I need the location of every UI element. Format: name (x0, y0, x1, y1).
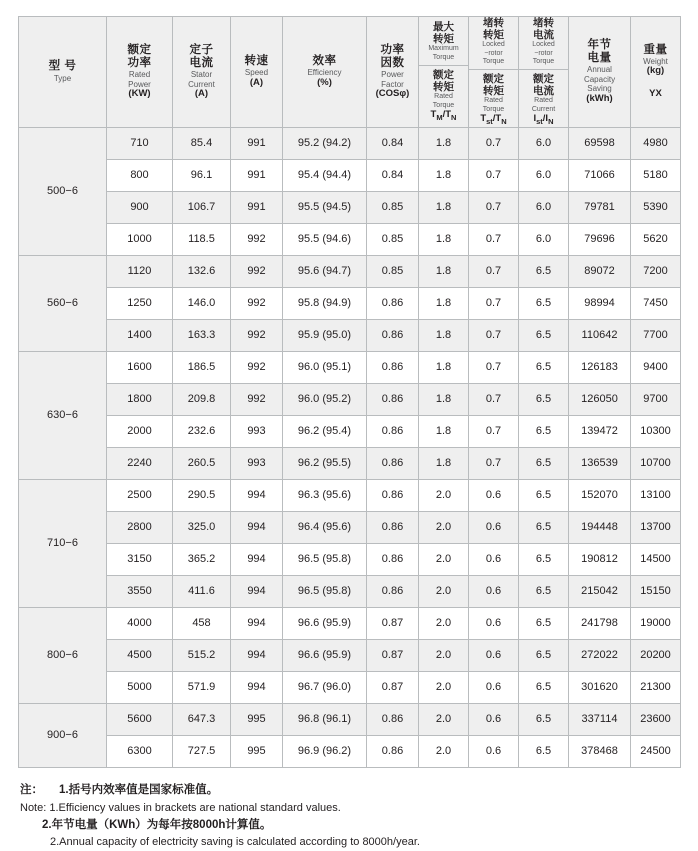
cell-efficiency: 96.5 (95.8) (283, 543, 367, 575)
cell-max-torque-ratio: 2.0 (419, 607, 469, 639)
col-header-power-factor-unit: (COSφ) (375, 88, 410, 100)
col-header-max-torque-bottom: 额定 转矩 Rated Torque $T_M/T_N$ (430, 69, 457, 122)
col-header-annual-saving-unit: (kWh) (586, 93, 613, 104)
cell-stator-current: 186.5 (173, 351, 231, 383)
col-header-locked-rotor-torque-bottom: 额定 转矩 Rated Torque $T_{st}/T_N$ (480, 73, 507, 127)
cell-locked-rotor-torque-ratio: 0.7 (469, 287, 519, 319)
cell-locked-rotor-current-ratio: 6.5 (519, 575, 569, 607)
cell-power-factor: 0.86 (367, 287, 419, 319)
col-header-annual-saving-cn: 年节 电量 (587, 38, 612, 64)
cell-locked-rotor-torque-ratio: 0.7 (469, 255, 519, 287)
cell-speed: 995 (231, 735, 283, 767)
cell-efficiency: 96.6 (95.9) (283, 639, 367, 671)
cell-speed: 993 (231, 447, 283, 479)
cell-weight: 5180 (631, 159, 681, 191)
col-header-efficiency (283, 17, 367, 128)
cell-weight: 4980 (631, 127, 681, 159)
cell-speed: 992 (231, 255, 283, 287)
cell-annual-saving: 194448 (569, 511, 631, 543)
cell-rated-power: 1800 (107, 383, 173, 415)
cell-annual-saving: 79696 (569, 223, 631, 255)
cell-rated-power: 5600 (107, 703, 173, 735)
cell-max-torque-ratio: 1.8 (419, 159, 469, 191)
cell-locked-rotor-current-ratio: 6.5 (519, 735, 569, 767)
cell-rated-power: 1400 (107, 319, 173, 351)
cell-stator-current: 163.3 (173, 319, 231, 351)
cell-efficiency: 96.9 (96.2) (283, 735, 367, 767)
cell-weight: 21300 (631, 671, 681, 703)
cell-locked-rotor-current-ratio: 6.5 (519, 319, 569, 351)
table-body (19, 127, 681, 767)
cell-stator-current: 209.8 (173, 383, 231, 415)
col-header-weight-unit: (kg) (646, 65, 665, 77)
col-header-max-torque-top: 最大 转矩 Maximum Torque (419, 21, 468, 66)
col-header-efficiency-unit: (%) (317, 76, 332, 88)
col-header-efficiency-en: Efficiency (307, 68, 342, 78)
cell-max-torque-ratio: 2.0 (419, 703, 469, 735)
cell-max-torque-ratio: 1.8 (419, 127, 469, 159)
col-header-annual-saving (569, 17, 631, 128)
cell-locked-rotor-current-ratio: 6.5 (519, 479, 569, 511)
table-row (19, 319, 681, 351)
cell-locked-rotor-current-ratio: 6.5 (519, 639, 569, 671)
cell-stator-current: 325.0 (173, 511, 231, 543)
table-row (19, 415, 681, 447)
table-row (19, 703, 681, 735)
cell-annual-saving: 301620 (569, 671, 631, 703)
cell-weight: 13100 (631, 479, 681, 511)
cell-max-torque-ratio: 1.8 (419, 447, 469, 479)
notes-label-cn: 注： (20, 783, 43, 796)
col-header-speed-en: Speed (244, 68, 269, 78)
cell-weight: 7450 (631, 287, 681, 319)
col-header-power-factor (367, 17, 419, 128)
cell-locked-rotor-current-ratio: 6.5 (519, 351, 569, 383)
cell-locked-rotor-torque-ratio: 0.7 (469, 319, 519, 351)
cell-max-torque-ratio: 1.8 (419, 383, 469, 415)
col-header-speed (231, 17, 283, 128)
cell-rated-power: 710 (107, 127, 173, 159)
cell-type: 710−6 (19, 479, 107, 607)
cell-efficiency: 95.6 (94.7) (283, 255, 367, 287)
col-header-locked-rotor-current-top: 堵转 电流 Locked −rotor Torque (519, 17, 568, 70)
cell-speed: 994 (231, 671, 283, 703)
cell-stator-current: 727.5 (173, 735, 231, 767)
motor-spec-table (18, 16, 681, 768)
cell-locked-rotor-torque-ratio: 0.6 (469, 607, 519, 639)
cell-stator-current: 647.3 (173, 703, 231, 735)
cell-weight: 14500 (631, 543, 681, 575)
table-header (19, 17, 681, 128)
cell-rated-power: 4500 (107, 639, 173, 671)
cell-rated-power: 2800 (107, 511, 173, 543)
cell-annual-saving: 190812 (569, 543, 631, 575)
table-row (19, 511, 681, 543)
cell-weight: 19000 (631, 607, 681, 639)
cell-efficiency: 95.5 (94.5) (283, 191, 367, 223)
col-header-type (19, 17, 107, 128)
col-header-locked-rotor-torque-top: 堵转 转矩 Locked −rotor Torque (469, 17, 518, 70)
cell-speed: 992 (231, 351, 283, 383)
cell-type: 800−6 (19, 607, 107, 703)
col-header-locked-rotor-current-bottom: 额定 电流 Rated Current $I_{st}/I_N$ (531, 73, 556, 127)
cell-locked-rotor-torque-ratio: 0.6 (469, 511, 519, 543)
note-1-cn: 注： 1.括号内效率值是国家标准值。 (20, 783, 219, 796)
table-row (19, 191, 681, 223)
cell-power-factor: 0.86 (367, 415, 419, 447)
cell-locked-rotor-current-ratio: 6.5 (519, 607, 569, 639)
cell-power-factor: 0.86 (367, 479, 419, 511)
cell-efficiency: 96.6 (95.9) (283, 607, 367, 639)
col-header-stator-current-cn: 定子 电流 (189, 43, 214, 69)
cell-locked-rotor-torque-ratio: 0.7 (469, 447, 519, 479)
cell-stator-current: 515.2 (173, 639, 231, 671)
table-row (19, 575, 681, 607)
cell-locked-rotor-torque-ratio: 0.6 (469, 479, 519, 511)
col-header-type-en: Type (53, 73, 72, 83)
table-row (19, 543, 681, 575)
cell-locked-rotor-current-ratio: 6.5 (519, 447, 569, 479)
cell-stator-current: 132.6 (173, 255, 231, 287)
cell-annual-saving: 79781 (569, 191, 631, 223)
cell-locked-rotor-current-ratio: 6.5 (519, 511, 569, 543)
cell-stator-current: 146.0 (173, 287, 231, 319)
table-row (19, 479, 681, 511)
cell-speed: 992 (231, 287, 283, 319)
col-header-rated-power-en: Rated Power (128, 70, 151, 89)
cell-locked-rotor-current-ratio: 6.5 (519, 255, 569, 287)
table-row (19, 223, 681, 255)
cell-stator-current: 232.6 (173, 415, 231, 447)
cell-weight: 9400 (631, 351, 681, 383)
cell-power-factor: 0.87 (367, 639, 419, 671)
cell-locked-rotor-current-ratio: 6.0 (519, 127, 569, 159)
cell-weight: 20200 (631, 639, 681, 671)
cell-max-torque-ratio: 1.8 (419, 255, 469, 287)
cell-power-factor: 0.86 (367, 319, 419, 351)
cell-rated-power: 2240 (107, 447, 173, 479)
cell-max-torque-ratio: 2.0 (419, 511, 469, 543)
cell-max-torque-ratio: 1.8 (419, 351, 469, 383)
cell-locked-rotor-torque-ratio: 0.7 (469, 159, 519, 191)
cell-rated-power: 2000 (107, 415, 173, 447)
cell-locked-rotor-torque-ratio: 0.7 (469, 415, 519, 447)
cell-weight: 7700 (631, 319, 681, 351)
cell-type: 900−6 (19, 703, 107, 767)
cell-rated-power: 1600 (107, 351, 173, 383)
cell-stator-current: 85.4 (173, 127, 231, 159)
cell-speed: 994 (231, 479, 283, 511)
cell-locked-rotor-torque-ratio: 0.7 (469, 191, 519, 223)
col-header-efficiency-cn: 效率 (312, 54, 337, 67)
cell-annual-saving: 69598 (569, 127, 631, 159)
cell-efficiency: 95.5 (94.6) (283, 223, 367, 255)
cell-type: 630−6 (19, 351, 107, 479)
cell-stator-current: 260.5 (173, 447, 231, 479)
cell-locked-rotor-torque-ratio: 0.6 (469, 703, 519, 735)
cell-locked-rotor-torque-ratio: 0.6 (469, 671, 519, 703)
col-header-rated-power (107, 17, 173, 128)
cell-speed: 992 (231, 383, 283, 415)
note-2-en: 2.Annual capacity of electricity saving is calculated according to 8000h/year. (50, 836, 420, 849)
cell-max-torque-ratio: 2.0 (419, 639, 469, 671)
cell-annual-saving: 110642 (569, 319, 631, 351)
cell-locked-rotor-current-ratio: 6.0 (519, 223, 569, 255)
cell-annual-saving: 139472 (569, 415, 631, 447)
cell-speed: 994 (231, 511, 283, 543)
cell-annual-saving: 272022 (569, 639, 631, 671)
cell-rated-power: 1120 (107, 255, 173, 287)
cell-max-torque-ratio: 2.0 (419, 543, 469, 575)
cell-power-factor: 0.86 (367, 383, 419, 415)
cell-stator-current: 571.9 (173, 671, 231, 703)
cell-annual-saving: 98994 (569, 287, 631, 319)
col-header-speed-unit: (A) (249, 76, 264, 88)
table-row (19, 383, 681, 415)
cell-annual-saving: 126050 (569, 383, 631, 415)
cell-locked-rotor-current-ratio: 6.5 (519, 543, 569, 575)
cell-efficiency: 96.8 (96.1) (283, 703, 367, 735)
table-row (19, 351, 681, 383)
cell-annual-saving: 89072 (569, 255, 631, 287)
cell-power-factor: 0.86 (367, 735, 419, 767)
cell-efficiency: 96.7 (96.0) (283, 671, 367, 703)
cell-rated-power: 4000 (107, 607, 173, 639)
col-header-speed-cn: 转速 (244, 54, 269, 67)
notes-block (18, 782, 680, 851)
cell-rated-power: 5000 (107, 671, 173, 703)
cell-locked-rotor-torque-ratio: 0.6 (469, 639, 519, 671)
col-header-annual-saving-en: Annual Capacity Saving (583, 65, 616, 94)
cell-speed: 995 (231, 703, 283, 735)
cell-annual-saving: 337114 (569, 703, 631, 735)
cell-power-factor: 0.85 (367, 255, 419, 287)
cell-weight: 5620 (631, 223, 681, 255)
cell-annual-saving: 71066 (569, 159, 631, 191)
col-header-weight-cn: 重量 (643, 43, 668, 56)
col-header-weight (631, 17, 681, 128)
cell-rated-power: 1250 (107, 287, 173, 319)
cell-power-factor: 0.85 (367, 223, 419, 255)
table-row (19, 159, 681, 191)
cell-locked-rotor-torque-ratio: 0.7 (469, 127, 519, 159)
cell-stator-current: 290.5 (173, 479, 231, 511)
col-header-power-factor-cn: 功率 因数 (380, 43, 405, 69)
col-header-stator-current (173, 17, 231, 128)
cell-locked-rotor-torque-ratio: 0.6 (469, 735, 519, 767)
cell-efficiency: 96.0 (95.1) (283, 351, 367, 383)
cell-annual-saving: 378468 (569, 735, 631, 767)
col-header-weight-series: YX (649, 88, 662, 100)
cell-efficiency: 95.9 (95.0) (283, 319, 367, 351)
note-2-cn: 2.年节电量（KWh）为每年按8000h计算值。 (42, 818, 272, 831)
cell-type: 560−6 (19, 255, 107, 351)
cell-max-torque-ratio: 2.0 (419, 479, 469, 511)
col-header-rated-power-unit: (KW) (128, 88, 151, 100)
cell-max-torque-ratio: 1.8 (419, 415, 469, 447)
cell-power-factor: 0.87 (367, 671, 419, 703)
cell-max-torque-ratio: 1.8 (419, 191, 469, 223)
table-row (19, 639, 681, 671)
cell-rated-power: 3150 (107, 543, 173, 575)
cell-power-factor: 0.86 (367, 575, 419, 607)
cell-speed: 992 (231, 319, 283, 351)
cell-locked-rotor-current-ratio: 6.5 (519, 415, 569, 447)
cell-efficiency: 95.8 (94.9) (283, 287, 367, 319)
cell-locked-rotor-current-ratio: 6.5 (519, 383, 569, 415)
cell-efficiency: 95.2 (94.2) (283, 127, 367, 159)
cell-weight: 23600 (631, 703, 681, 735)
cell-weight: 10700 (631, 447, 681, 479)
table-row (19, 287, 681, 319)
cell-stator-current: 118.5 (173, 223, 231, 255)
col-header-max-torque-ratio (419, 17, 469, 128)
cell-locked-rotor-current-ratio: 6.5 (519, 671, 569, 703)
cell-rated-power: 6300 (107, 735, 173, 767)
cell-power-factor: 0.86 (367, 543, 419, 575)
cell-power-factor: 0.86 (367, 511, 419, 543)
cell-speed: 994 (231, 575, 283, 607)
table-row (19, 447, 681, 479)
table-row (19, 671, 681, 703)
cell-speed: 994 (231, 543, 283, 575)
cell-efficiency: 96.2 (95.4) (283, 415, 367, 447)
cell-speed: 994 (231, 607, 283, 639)
cell-stator-current: 365.2 (173, 543, 231, 575)
cell-annual-saving: 241798 (569, 607, 631, 639)
cell-max-torque-ratio: 2.0 (419, 671, 469, 703)
cell-weight: 10300 (631, 415, 681, 447)
cell-rated-power: 800 (107, 159, 173, 191)
cell-weight: 24500 (631, 735, 681, 767)
cell-efficiency: 96.3 (95.6) (283, 479, 367, 511)
cell-locked-rotor-current-ratio: 6.0 (519, 159, 569, 191)
cell-annual-saving: 126183 (569, 351, 631, 383)
cell-locked-rotor-torque-ratio: 0.6 (469, 575, 519, 607)
cell-annual-saving: 152070 (569, 479, 631, 511)
cell-efficiency: 96.2 (95.5) (283, 447, 367, 479)
table-row (19, 255, 681, 287)
cell-locked-rotor-current-ratio: 6.5 (519, 703, 569, 735)
cell-efficiency: 96.5 (95.8) (283, 575, 367, 607)
table-row (19, 127, 681, 159)
cell-stator-current: 458 (173, 607, 231, 639)
cell-power-factor: 0.86 (367, 447, 419, 479)
cell-rated-power: 1000 (107, 223, 173, 255)
cell-locked-rotor-torque-ratio: 0.7 (469, 223, 519, 255)
cell-speed: 994 (231, 639, 283, 671)
cell-max-torque-ratio: 2.0 (419, 575, 469, 607)
cell-locked-rotor-current-ratio: 6.5 (519, 287, 569, 319)
cell-power-factor: 0.86 (367, 351, 419, 383)
cell-rated-power: 2500 (107, 479, 173, 511)
col-header-weight-en: Weight (643, 56, 668, 66)
cell-efficiency: 96.0 (95.2) (283, 383, 367, 415)
col-header-stator-current-en: Stator Current (188, 70, 215, 89)
col-header-locked-rotor-torque-ratio (469, 17, 519, 128)
cell-stator-current: 106.7 (173, 191, 231, 223)
col-header-power-factor-en: Power Factor (381, 70, 404, 89)
cell-power-factor: 0.84 (367, 127, 419, 159)
cell-speed: 991 (231, 159, 283, 191)
col-header-stator-current-unit: (A) (194, 88, 209, 100)
cell-weight: 9700 (631, 383, 681, 415)
table-row (19, 607, 681, 639)
cell-speed: 991 (231, 127, 283, 159)
cell-locked-rotor-current-ratio: 6.0 (519, 191, 569, 223)
cell-locked-rotor-torque-ratio: 0.7 (469, 351, 519, 383)
cell-efficiency: 95.4 (94.4) (283, 159, 367, 191)
cell-annual-saving: 136539 (569, 447, 631, 479)
cell-weight: 13700 (631, 511, 681, 543)
cell-stator-current: 96.1 (173, 159, 231, 191)
cell-speed: 992 (231, 223, 283, 255)
note-1-en: Note: 1.Efficiency values in brackets are national standard values. (20, 801, 341, 814)
cell-max-torque-ratio: 1.8 (419, 287, 469, 319)
cell-max-torque-ratio: 1.8 (419, 319, 469, 351)
col-header-locked-rotor-current-ratio (519, 17, 569, 128)
cell-annual-saving: 215042 (569, 575, 631, 607)
cell-locked-rotor-torque-ratio: 0.6 (469, 543, 519, 575)
cell-power-factor: 0.86 (367, 703, 419, 735)
cell-weight: 5390 (631, 191, 681, 223)
cell-weight: 7200 (631, 255, 681, 287)
cell-power-factor: 0.85 (367, 191, 419, 223)
table-row (19, 735, 681, 767)
cell-power-factor: 0.84 (367, 159, 419, 191)
cell-max-torque-ratio: 1.8 (419, 223, 469, 255)
cell-type: 500−6 (19, 127, 107, 255)
cell-locked-rotor-torque-ratio: 0.7 (469, 383, 519, 415)
cell-stator-current: 411.6 (173, 575, 231, 607)
col-header-rated-power-cn: 额定 功率 (127, 43, 152, 69)
header-row (19, 17, 681, 128)
cell-weight: 15150 (631, 575, 681, 607)
notes-label-en: Note: (20, 801, 47, 814)
cell-speed: 991 (231, 191, 283, 223)
cell-max-torque-ratio: 2.0 (419, 735, 469, 767)
cell-efficiency: 96.4 (95.6) (283, 511, 367, 543)
cell-rated-power: 900 (107, 191, 173, 223)
cell-rated-power: 3550 (107, 575, 173, 607)
cell-power-factor: 0.87 (367, 607, 419, 639)
cell-speed: 993 (231, 415, 283, 447)
col-header-type-cn: 型 号 (48, 60, 77, 73)
